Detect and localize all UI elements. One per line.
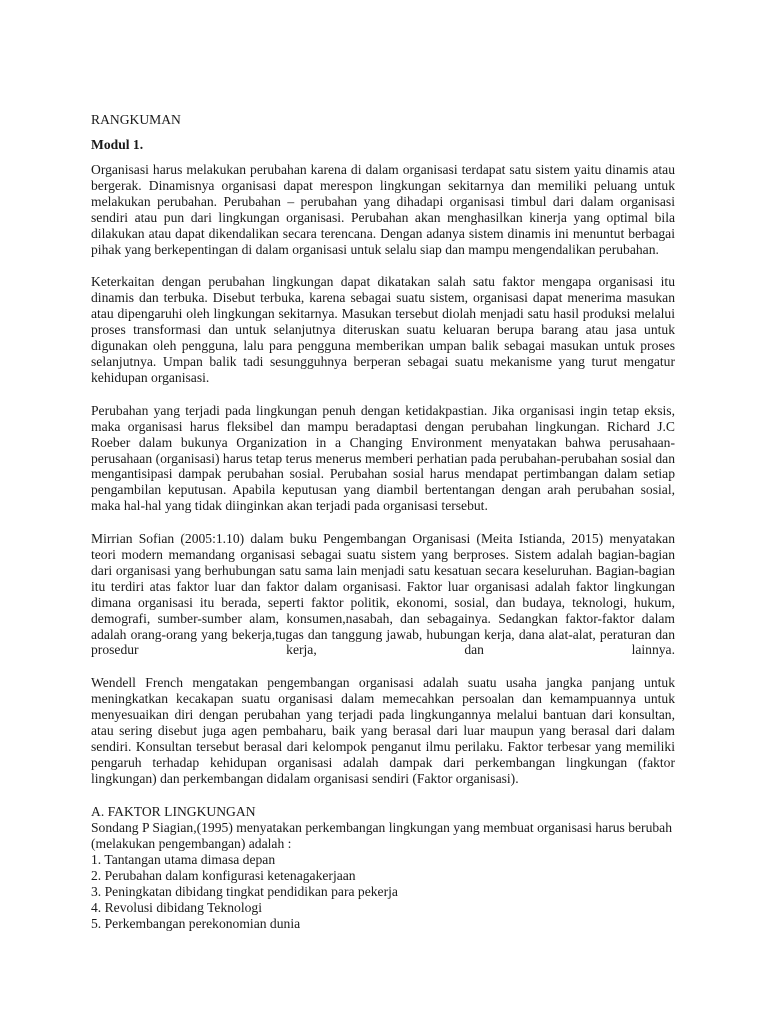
section-intro: Sondang P Siagian,(1995) menyatakan perkembangan lingkungan yang membuat organisasi harus berubah (melakukan pengembangan) adalah : [91, 819, 672, 851]
document-heading: RANGKUMAN [91, 112, 181, 127]
paragraph-1: Organisasi harus melakukan perubahan karena di dalam organisasi terdapat satu sistem yaitu dinamis atau bergerak. Dinamisnya organisasi dapat merespon lingkungan sekitarnya dan memiliki peluang untuk melakukan perubahan. Perubahan – perubahan yang dihadapi organisasi timbul dari dalam organisasi sendiri atau pun dari lingkungan organisasi. Perubahan akan menghasilkan kinerja yang optimal bila dilakukan atau dapat dikendalikan secara terencana. Dengan adanya sistem dinamis ini menuntut berbagai pihak yang berkepentingan di dalam organisasi untuk selalu siap dan mampu mengendalikan perubahan. [91, 162, 675, 257]
paragraph-2: Keterkaitan dengan perubahan lingkungan dapat dikatakan salah satu faktor mengapa organisasi itu dinamis dan terbuka. Disebut terbuka, karena sebagai suatu sistem, organisasi dapat menerima masukan atau dipengaruhi oleh lingkungan sekitarnya. Masukan tersebut diolah menjadi satu hasil produksi melalui proses transformasi dan untuk selanjutnya diteruskan suatu keluaran berupa barang atau jasa untuk digunakan oleh pengguna, lalu para pengguna memberikan umpan balik sebagai masukan untuk proses selanjutnya. Umpan balik tadi sesungguhnya berperan sebagai suatu mekanisme yang turut mengatur kehidupan organisasi. [91, 274, 675, 385]
list-item: 5. Perkembangan perekonomian dunia [91, 915, 301, 931]
list-item: 3. Peningkatan dibidang tingkat pendidikan para pekerja [91, 883, 398, 899]
list-item: 4. Revolusi dibidang Teknologi [91, 899, 262, 915]
document-body [91, 111, 675, 932]
paragraph-3: Perubahan yang terjadi pada lingkungan penuh dengan ketidakpastian. Jika organisasi ingin tetap eksis, maka organisasi harus fleksibel dan mampu beradaptasi dengan perubahan lingkungan. Richard J.C Roeber dalam bukunya Organization in a Changing Environment menyatakan bahwa perusahaan-perusahaan (organisasi) harus tetap terus menerus memberi perhatian pada perubahan-perubahan sosial dan mengantisipasi dampak perubahan sosial. Perubahan sosial harus mendapat pertimbangan dalam setiap pengambilan keputusan. Apabila keputusan yang diambil bertentangan dengan arah perubahan sosial, maka hal-hal yang tidak diinginkan akan terjadi pada organisasi tersebut. [91, 402, 675, 514]
paragraph-4: Mirrian Sofian (2005:1.10) dalam buku Pengembangan Organisasi (Meita Istianda, 2015) menyatakan teori modern memandang organisasi sebagai suatu sistem yang berproses. Sistem adalah bagian-bagian dari organisasi yang berhubungan satu sama lain menjadi satu kesatuan secara keseluruhan. Bagian-bagian itu terdiri atas faktor luar dan faktor dalam organisasi. Faktor luar organisasi adalah faktor lingkungan dimana organisasi itu berada, seperti faktor politik, ekonomi, sosial, dan budaya, teknologi, hukum, demografi, sumber-sumber alam, konsumen,nasabah, dan sebagainya. Sedangkan faktor-faktor dalam adalah orang-orang yang bekerja,tugas dan tanggung jawab, hubungan kerja, dana alat-alat, peraturan dan prosedur kerja, dan lainnya. [91, 531, 675, 658]
module-title: Modul 1. [91, 137, 144, 152]
list-item: 2. Perubahan dalam konfigurasi ketenagakerjaan [91, 867, 356, 883]
factor-list [91, 852, 675, 932]
paragraph-5: Wendell French mengatakan pengembangan organisasi adalah suatu usaha jangka panjang untuk meningkatkan kecakapan suatu organisasi dalam memecahkan persoalan dan kemampuannya untuk menyesuaikan diri dengan perubahan yang terjadi pada lingkungannya melalui bantuan dari konsultan, atau sering disebut juga agen pembaharu, baik yang berasal dari luar maupun yang berasal dari dalam sendiri. Konsultan tersebut berasal dari kelompok penganut ilmu perilaku. Faktor terbesar yang memiliki pengaruh terhadap kehidupan organisasi adalah dampak dari perkembangan lingkungan (faktor lingkungan) dan perkembangan didalam organisasi sendiri (Faktor organisasi). [91, 675, 675, 786]
list-item: 1. Tantangan utama dimasa depan [91, 851, 276, 867]
section-title: A. FAKTOR LINGKUNGAN [91, 803, 256, 819]
